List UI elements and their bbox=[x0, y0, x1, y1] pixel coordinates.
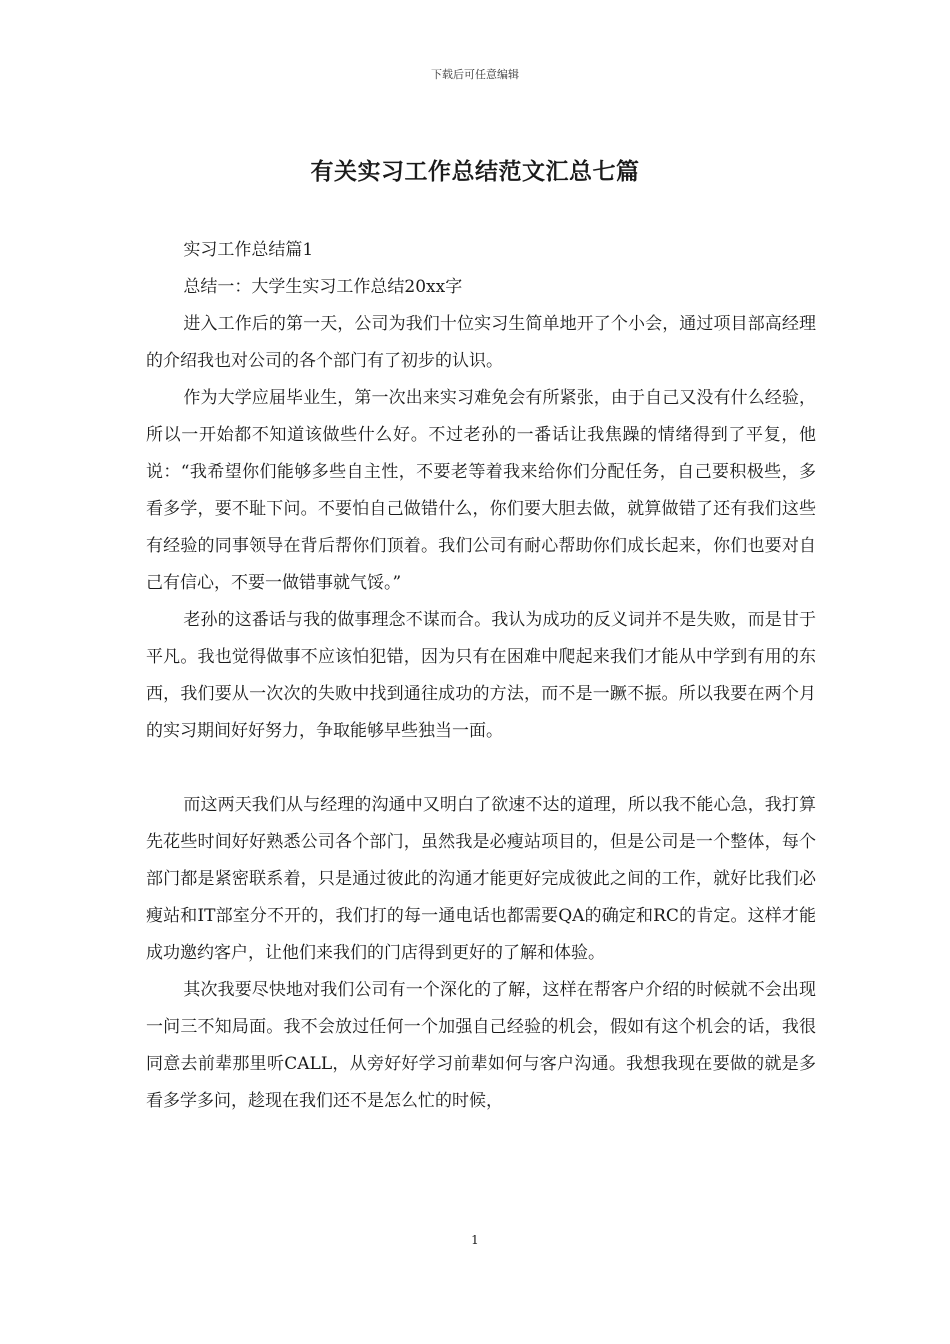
paragraph: 老孙的这番话与我的做事理念不谋而合。我认为成功的反义词并不是失败，而是甘于平凡。我也觉得做事不应该怕犯错，因为只有在困难中爬起来我们才能从中学到有用的东西，我们要从一次次的失败中找到通往成功的方法，而不是一蹶不振。所以我要在两个月的实习期间好好努力，争取能够早些独当一面。 bbox=[146, 610, 816, 741]
paragraph-gap bbox=[146, 750, 816, 787]
paragraph: 而这两天我们从与经理的沟通中又明白了欲速不达的道理，所以我不能心急，我打算先花些时间好好熟悉公司各个部门，虽然我是必瘦站项目的，但是公司是一个整体，每个部门都是紧密联系着，只是通过彼此的沟通才能更好完成彼此之间的工作，就好比我们必瘦站和IT部室分不开的，我们打的每一通电话也都需要QA的确定和RC的肯定。这样才能成功邀约客户，让他们来我们的门店得到更好的了解和体验。 bbox=[146, 795, 816, 963]
section-heading: 实习工作总结篇1 bbox=[183, 240, 314, 260]
paragraph: 进入工作后的第一天，公司为我们十位实习生简单地开了个小会，通过项目部高经理的介绍我也对公司的各个部门有了初步的认识。 bbox=[146, 314, 816, 371]
paragraph: 作为大学应届毕业生，第一次出来实习难免会有所紧张，由于自己又没有什么经验，所以一开始都不知道该做些什么好。不过老孙的一番话让我焦躁的情绪得到了平复，他说：“我希望你们能够多些自主性，不要老等着我来给你们分配任务，自己要积极些，多看多学，要不耻下问。不要怕自己做错什么，你们要大胆去做，就算做错了还有我们这些有经验的同事领导在背后帮你们顶着。我们公司有耐心帮助你们成长起来，你们也要对自己有信心，不要一做错事就气馁。” bbox=[146, 388, 816, 593]
document-title: 有关实习工作总结范文汇总七篇 bbox=[310, 158, 640, 185]
subsection-heading: 总结一：大学生实习工作总结20xx字 bbox=[183, 277, 463, 297]
page-number: 1 bbox=[471, 1233, 479, 1247]
header-note: 下载后可任意编辑 bbox=[431, 68, 519, 81]
paragraph: 其次我要尽快地对我们公司有一个深化的了解，这样在帮客户介绍的时候就不会出现一问三不知局面。我不会放过任何一个加强自己经验的机会，假如有这个机会的话，我很同意去前辈那里听CALL，从旁好好学习前辈如何与客户沟通。我想我现在要做的就是多看多学多问，趁现在我们还不是怎么忙的时候， bbox=[146, 980, 816, 1111]
document-body bbox=[146, 232, 816, 1120]
